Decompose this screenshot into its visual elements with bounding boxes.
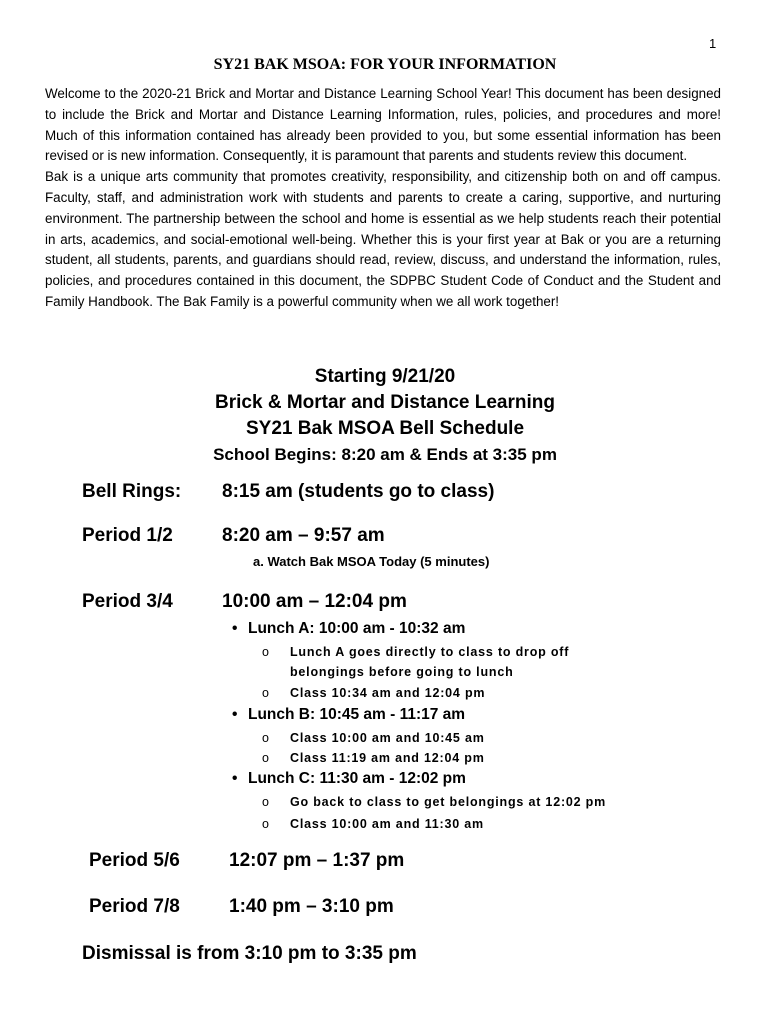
period-time: 10:00 am – 12:04 pm — [222, 591, 407, 612]
circle-bullet-icon: o — [262, 645, 270, 659]
circle-bullet-icon: o — [262, 795, 270, 809]
schedule-learning-mode: Brick & Mortar and Distance Learning — [215, 392, 555, 413]
list-item-text: Go back to class to get belongings at 12:02 pm — [290, 795, 607, 809]
period-time: 1:40 pm – 3:10 pm — [229, 896, 394, 917]
period-label: Period 3/4 — [82, 591, 173, 612]
list-item — [262, 792, 606, 812]
dismissal-info: Dismissal is from 3:10 pm to 3:35 pm — [82, 943, 417, 964]
bell-rings-label: Bell Rings: — [82, 481, 182, 502]
list-item-text: belongings before going to lunch — [290, 665, 514, 679]
schedule-start-date: Starting 9/21/20 — [314, 366, 456, 387]
lunch-b — [232, 706, 465, 724]
list-item-text: Class 10:00 am and 11:30 am — [290, 817, 484, 831]
circle-bullet-icon: o — [262, 817, 270, 831]
document-title: SY21 BAK MSOA: FOR YOUR INFORMATION — [213, 56, 557, 73]
list-item-text: Class 11:19 am and 12:04 pm — [290, 751, 485, 765]
list-item-text: Class 10:00 am and 10:45 am — [290, 731, 485, 745]
period-label: Period 7/8 — [89, 896, 180, 917]
lunch-label: Lunch A: 10:00 am - 10:32 am — [248, 620, 466, 637]
bell-rings-time: 8:15 am (students go to class) — [222, 481, 495, 502]
period-time: 12:07 pm – 1:37 pm — [229, 850, 405, 871]
bullet-icon: • — [232, 770, 238, 787]
list-item — [262, 642, 569, 662]
list-item — [262, 748, 485, 768]
schedule-title: SY21 Bak MSOA Bell Schedule — [245, 418, 525, 439]
circle-bullet-icon: o — [262, 686, 270, 700]
circle-bullet-icon: o — [262, 751, 270, 765]
intro-text — [45, 84, 721, 313]
list-item-text: Lunch A goes directly to class to drop off — [290, 645, 570, 659]
intro-paragraph: Welcome to the 2020-21 Brick and Mortar and Distance Learning School Year! This document has been designed to include the Brick and Mortar and Distance Learning Information, rules, policies, and procedures and more! Much of this information contained has already been provided to you, but some essential information has been revised or is new information. Consequently, it is paramount that parents and students review this document. — [45, 86, 721, 164]
school-hours: School Begins: 8:20 am & Ends at 3:35 pm — [213, 445, 557, 464]
lunch-c — [232, 770, 466, 788]
list-item — [262, 728, 485, 748]
bullet-icon: • — [232, 620, 238, 637]
bullet-icon: • — [232, 706, 238, 723]
lunch-a — [232, 620, 465, 638]
schedule-heading — [0, 364, 770, 468]
period-label: Period 5/6 — [89, 850, 180, 871]
period-label: Period 1/2 — [82, 525, 173, 546]
lunch-label: Lunch C: 11:30 am - 12:02 pm — [248, 770, 466, 787]
period-1-2-note: a. Watch Bak MSOA Today (5 minutes) — [253, 554, 490, 569]
lunch-label: Lunch B: 10:45 am - 11:17 am — [248, 706, 466, 723]
list-item — [262, 814, 484, 834]
list-item-continuation — [290, 662, 514, 682]
page-number: 1 — [709, 36, 717, 51]
list-item — [262, 683, 485, 703]
intro-paragraph: Bak is a unique arts community that promotes creativity, responsibility, and citizenship both on and off campus. Faculty, staff, and administration work with students and parents to create a caring, supportive, and nurturing environment. The partnership between the school and home is essential as we help students reach their potential in arts, academics, and social-emotional well-being. Whether this is your first year at Bak or you are a returning student, all students, parents, and guardians should read, review, discuss, and understand the information, rules, policies, and procedures contained in this document, the SDPBC Student Code of Conduct and the Student and Family Handbook. The Bak Family is a powerful community when we all work together! — [45, 169, 721, 309]
period-time: 8:20 am – 9:57 am — [222, 525, 385, 546]
circle-bullet-icon: o — [262, 731, 270, 745]
list-item-text: Class 10:34 am and 12:04 pm — [290, 686, 486, 700]
